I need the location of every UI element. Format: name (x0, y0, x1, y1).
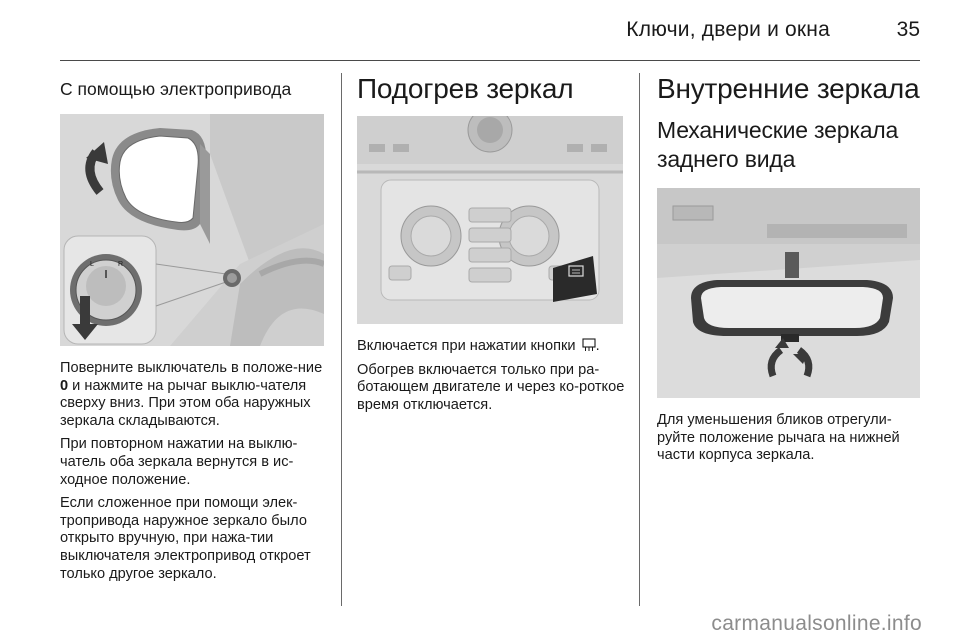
paragraph-glare-adjustment: Для уменьшения бликов отрегули-руйте положение рычага на нижней части корпуса зеркала. (657, 412, 900, 464)
heating-activation-period: . (595, 338, 600, 354)
rearview-mirror-illustration-icon (657, 188, 920, 398)
heating-activation-text: Включается при нажатии кнопки (357, 338, 576, 354)
paragraph-manual-open: Если сложенное при помощи элек-тропривода наружное зеркало было открыто вручную, при нажа-тии выключателя электропривод откроет только другое зеркало. (60, 495, 311, 582)
paragraph-fold-part2: и нажмите на рычаг выклю-чателя сверху вниз. При этом оба наружных зеркала складываются. (60, 377, 311, 429)
position-zero-label: 0 (60, 377, 69, 394)
watermark-text: carmanualsonline.info (711, 612, 922, 635)
paragraph-heating-condition: Обогрев включается только при ра-ботающем двигателе и через ко-роткое время отключается. (357, 361, 625, 413)
column-heated-mirrors (357, 72, 625, 420)
paragraph-unfold: При повторном нажатии на выклю-чатель оба зеркала вернутся в ис-ходное положение. (60, 436, 298, 488)
section-heading-heated-mirrors: Подогрев зеркал (357, 73, 574, 104)
climate-control-panel-illustration-icon (357, 116, 623, 324)
paragraph-fold-part1: Поверните выключатель в положе-ние (60, 360, 323, 376)
header-title: Ключи, двери и окна (626, 18, 830, 41)
knob-label-r: R (118, 261, 124, 268)
knob-label-l: L (90, 261, 94, 268)
rear-window-heating-icon (582, 338, 596, 352)
header-divider (60, 60, 920, 61)
paragraph-fold-instructions (60, 360, 326, 430)
mirror-fold-illustration-icon (60, 114, 324, 346)
column-divider-1 (341, 73, 342, 606)
column-power-folding (60, 72, 326, 589)
section-heading-power-folding: С помощью электропривода (60, 79, 292, 99)
column-interior-mirrors (657, 72, 922, 471)
section-heading-interior-mirrors: Внутренние зеркала (657, 73, 920, 104)
column-divider-2 (639, 73, 640, 606)
paragraph-heating-activation (357, 338, 625, 356)
page-number: 35 (896, 18, 920, 41)
subsection-heading-manual-rearview: Механические зеркала заднего вида (657, 117, 899, 172)
